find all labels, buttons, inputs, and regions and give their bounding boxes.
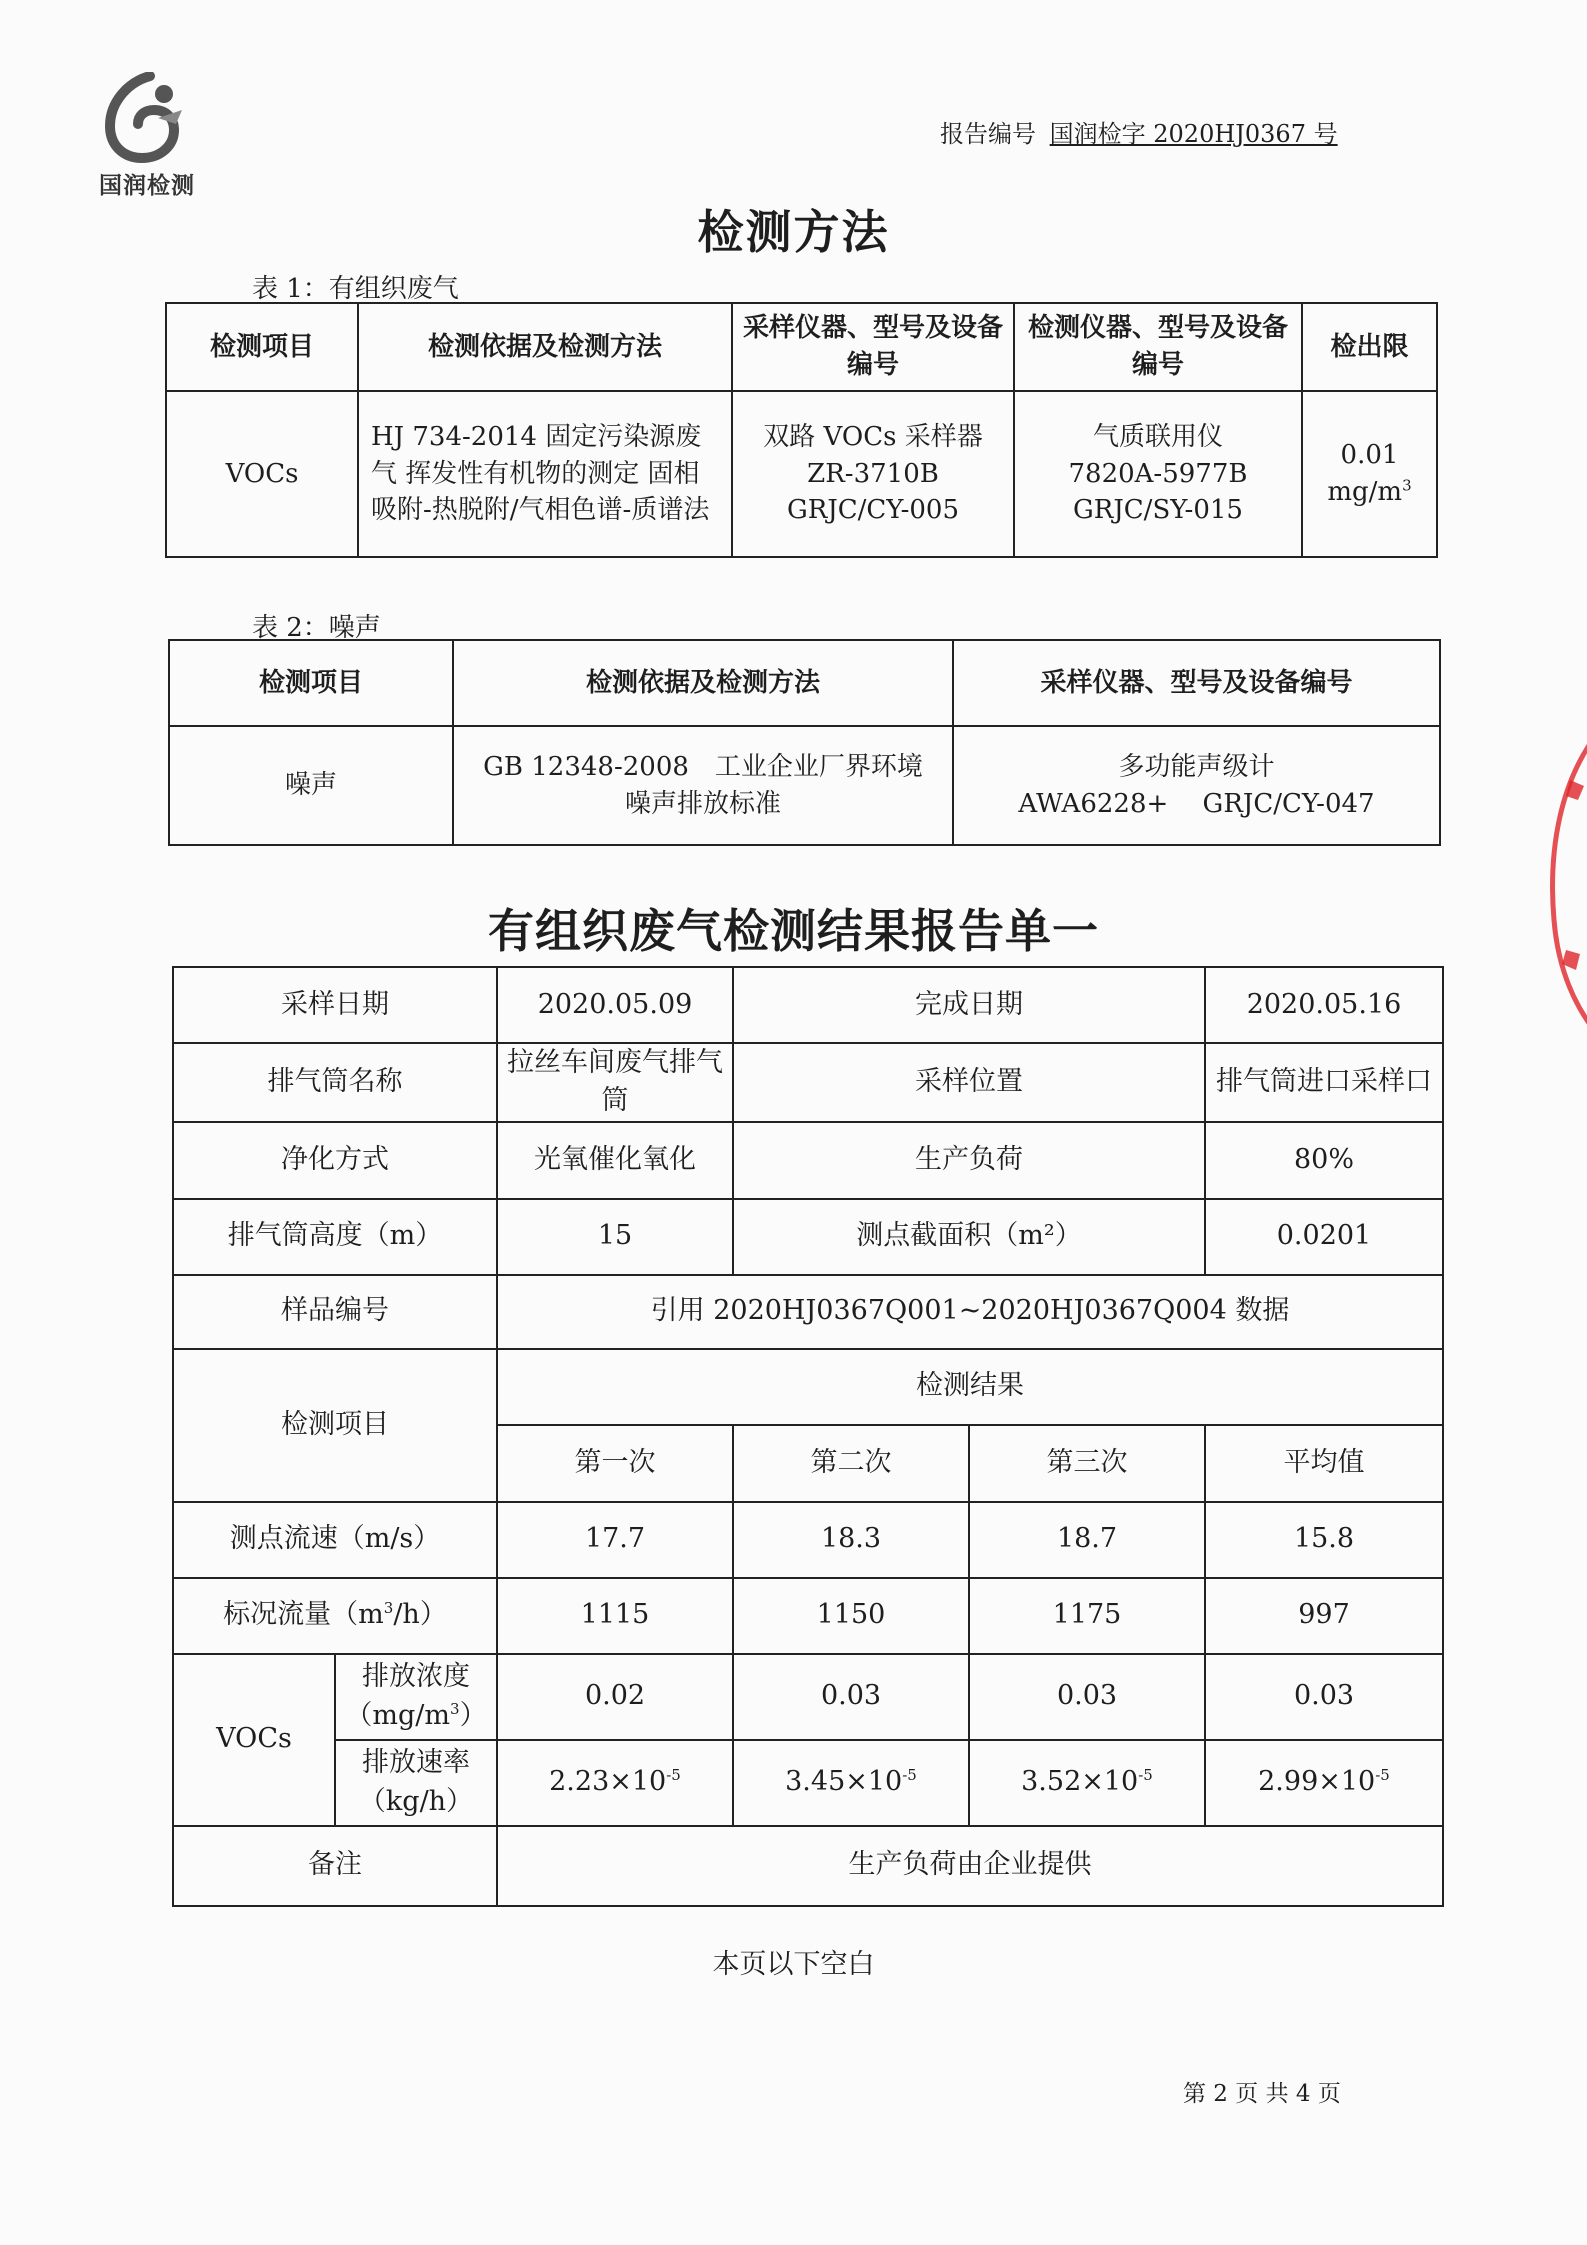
field-label: 测点流速（m/s） bbox=[173, 1502, 497, 1578]
field-label: 完成日期 bbox=[733, 967, 1205, 1043]
table1-header: 检测依据及检测方法 bbox=[358, 303, 732, 391]
field-label: 采样位置 bbox=[733, 1043, 1205, 1122]
field-label: 检测项目 bbox=[173, 1349, 497, 1502]
table2-instrument bbox=[953, 726, 1440, 845]
field-label: 排放速率 （kg/h） bbox=[335, 1740, 497, 1826]
remark-row bbox=[173, 1826, 1443, 1906]
results-table bbox=[172, 966, 1444, 1907]
results-row bbox=[173, 1043, 1443, 1122]
sampler-model: ZR-3710B bbox=[807, 458, 939, 489]
cell-value: 1150 bbox=[733, 1578, 969, 1654]
field-value: 拉丝车间废气排气筒 bbox=[497, 1043, 733, 1122]
logo-text: 国润检测 bbox=[99, 173, 195, 199]
table1-header: 检出限 bbox=[1302, 303, 1437, 391]
column-header: 第三次 bbox=[969, 1425, 1205, 1502]
table1-header-row bbox=[166, 303, 1437, 391]
table1-header: 检测仪器、型号及设备编号 bbox=[1014, 303, 1302, 391]
table2-header-row bbox=[169, 640, 1440, 726]
field-label: 净化方式 bbox=[173, 1122, 497, 1199]
limit-value: 0.01 bbox=[1340, 440, 1399, 471]
field-label: 测点截面积（m²） bbox=[733, 1199, 1205, 1275]
section-title-methods: 检测方法 bbox=[697, 205, 890, 259]
field-label: 采样日期 bbox=[173, 967, 497, 1043]
table1-limit bbox=[1302, 391, 1437, 557]
page-number: 第 2 页 共 4 页 bbox=[1183, 2081, 1341, 2107]
remark-value: 生产负荷由企业提供 bbox=[497, 1826, 1443, 1906]
table1-organized-exhaust bbox=[165, 302, 1438, 558]
report-number-label: 报告编号 bbox=[940, 120, 1036, 148]
cell-value: 17.7 bbox=[497, 1502, 733, 1578]
cell-value: 1115 bbox=[497, 1578, 733, 1654]
table1-sampler bbox=[732, 391, 1014, 557]
limit-unit: $mg/m^3$ bbox=[1327, 476, 1412, 507]
report-number-value: 国润检字 2020HJ0367 号 bbox=[1049, 120, 1338, 148]
method-line: GB 12348-2008 工业企业厂界环境 bbox=[483, 751, 923, 782]
table1-item: VOCs bbox=[166, 391, 358, 557]
field-value: 2020.05.09 bbox=[497, 967, 733, 1043]
column-header: 第二次 bbox=[733, 1425, 969, 1502]
table2-header: 检测项目 bbox=[169, 640, 453, 726]
results-row bbox=[173, 967, 1443, 1043]
logo-mark-icon bbox=[98, 72, 196, 164]
field-value: 排气筒进口采样口 bbox=[1205, 1043, 1443, 1122]
field-label: 排气筒高度（m） bbox=[173, 1199, 497, 1275]
table1-analyzer bbox=[1014, 391, 1302, 557]
blank-note: 本页以下空白 bbox=[712, 1949, 875, 1980]
table2-noise bbox=[168, 639, 1441, 846]
cell-value: $2.99\times 10^{-5}$ bbox=[1205, 1740, 1443, 1826]
velocity-row bbox=[173, 1502, 1443, 1578]
field-value: 80% bbox=[1205, 1122, 1443, 1199]
table2-item: 噪声 bbox=[169, 726, 453, 845]
column-header: 第一次 bbox=[497, 1425, 733, 1502]
cell-value: 18.7 bbox=[969, 1502, 1205, 1578]
field-label: 排放浓度 $(mg/m^3)$ bbox=[335, 1654, 497, 1740]
rate-row bbox=[173, 1740, 1443, 1826]
table1-row bbox=[166, 391, 1437, 557]
cell-value: $3.52\times 10^{-5}$ bbox=[969, 1740, 1205, 1826]
field-value: 引用 2020HJ0367Q001~2020HJ0367Q004 数据 bbox=[497, 1275, 1443, 1349]
table1-header: 采样仪器、型号及设备编号 bbox=[732, 303, 1014, 391]
sampler-name: 双路 VOCs 采样器 bbox=[763, 421, 983, 452]
field-label: VOCs bbox=[173, 1654, 335, 1826]
table2-method bbox=[453, 726, 953, 845]
table1-caption: 表 1：有组织废气 bbox=[252, 274, 459, 304]
field-value: 15 bbox=[497, 1199, 733, 1275]
table1-header: 检测项目 bbox=[166, 303, 358, 391]
section-title-report: 有组织废气检测结果报告单一 bbox=[488, 904, 1099, 958]
cell-value: 0.03 bbox=[1205, 1654, 1443, 1740]
flow-row bbox=[173, 1578, 1443, 1654]
cell-value: 0.03 bbox=[733, 1654, 969, 1740]
instrument-name: 多功能声级计 bbox=[1118, 751, 1275, 782]
field-value: 0.0201 bbox=[1205, 1199, 1443, 1275]
method-line: 噪声排放标准 bbox=[624, 788, 781, 819]
table2-row bbox=[169, 726, 1440, 845]
results-heading: 检测结果 bbox=[497, 1349, 1443, 1425]
field-label: 排气筒名称 bbox=[173, 1043, 497, 1122]
results-row bbox=[173, 1122, 1443, 1199]
column-header: 平均值 bbox=[1205, 1425, 1443, 1502]
field-label: 样品编号 bbox=[173, 1275, 497, 1349]
analyzer-name: 气质联用仪 bbox=[1092, 421, 1223, 452]
instrument-model: AWA6228+ GRJC/CY-047 bbox=[1018, 788, 1375, 819]
table1-method: HJ 734-2014 固定污染源废气 挥发性有机物的测定 固相吸附-热脱附/气相色谱-质谱法 bbox=[358, 391, 732, 557]
official-seal-stamp bbox=[1530, 720, 1587, 1050]
field-label: 生产负荷 bbox=[733, 1122, 1205, 1199]
table2-caption: 表 2：噪声 bbox=[252, 613, 381, 643]
field-label: 标况流量$(m^3/h)$ bbox=[173, 1578, 497, 1654]
results-row bbox=[173, 1199, 1443, 1275]
analyzer-id: GRJC/SY-015 bbox=[1073, 495, 1243, 526]
concentration-row bbox=[173, 1654, 1443, 1740]
report-number bbox=[940, 114, 1338, 149]
field-value: 2020.05.16 bbox=[1205, 967, 1443, 1043]
cell-value: 1175 bbox=[969, 1578, 1205, 1654]
results-row bbox=[173, 1275, 1443, 1349]
cell-value: 0.03 bbox=[969, 1654, 1205, 1740]
field-value: 光氧催化氧化 bbox=[497, 1122, 733, 1199]
cell-value: $2.23\times 10^{-5}$ bbox=[497, 1740, 733, 1826]
field-label: 备注 bbox=[173, 1826, 497, 1906]
table2-header: 采样仪器、型号及设备编号 bbox=[953, 640, 1440, 726]
cell-value: 997 bbox=[1205, 1578, 1443, 1654]
table2-header: 检测依据及检测方法 bbox=[453, 640, 953, 726]
cell-value: $3.45\times 10^{-5}$ bbox=[733, 1740, 969, 1826]
sampler-id: GRJC/CY-005 bbox=[786, 495, 960, 526]
cell-value: 15.8 bbox=[1205, 1502, 1443, 1578]
cell-value: 0.02 bbox=[497, 1654, 733, 1740]
results-row bbox=[173, 1349, 1443, 1425]
company-logo bbox=[82, 72, 212, 202]
cell-value: 18.3 bbox=[733, 1502, 969, 1578]
analyzer-model: 7820A-5977B bbox=[1068, 458, 1248, 489]
